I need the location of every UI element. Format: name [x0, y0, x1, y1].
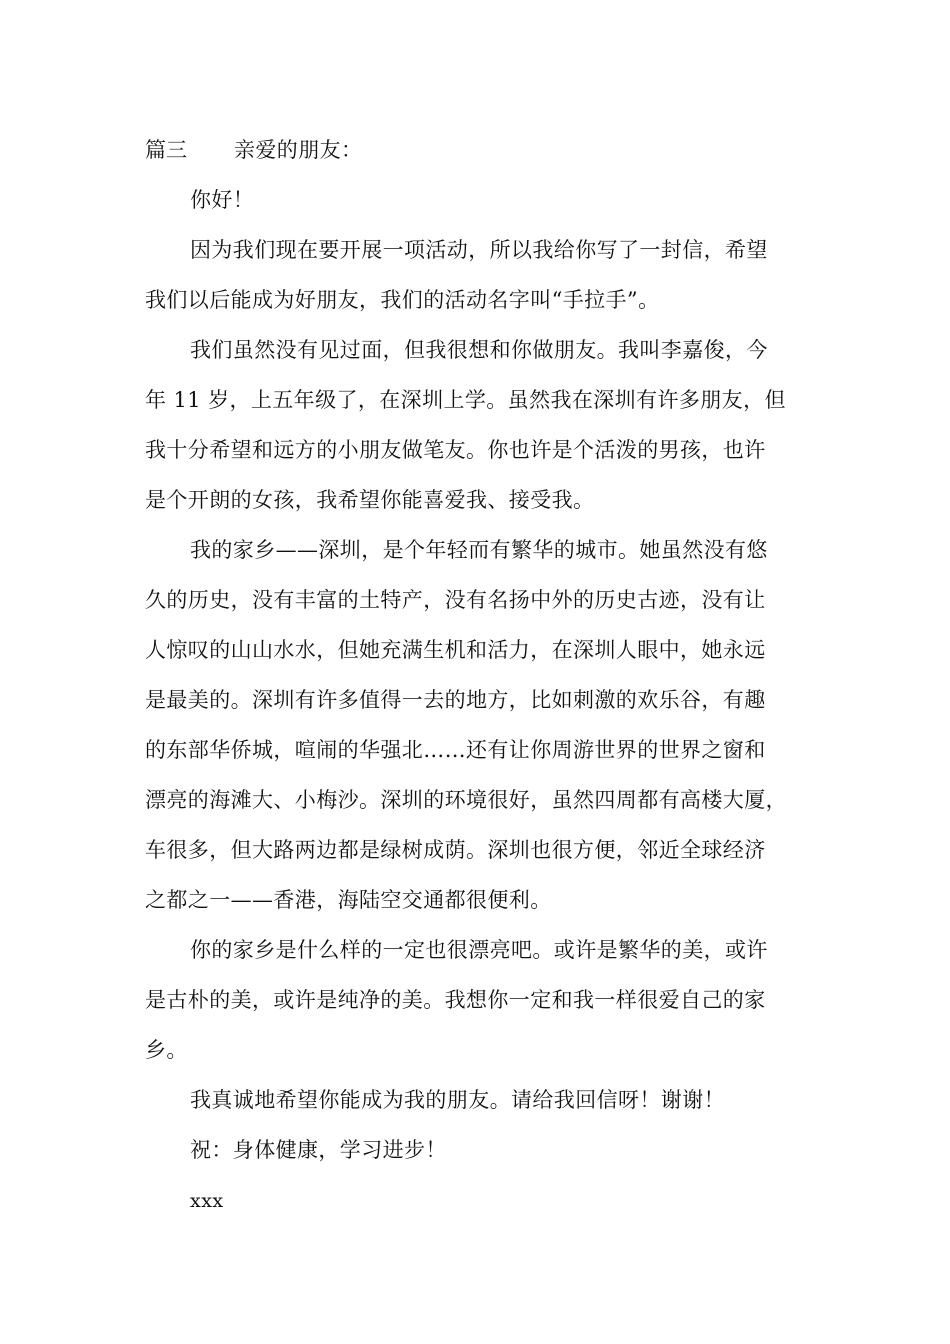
paragraph-line: 是最美的。深圳有许多值得一去的地方，比如刺激的欢乐谷，有趣 — [145, 688, 766, 712]
closing-line: 我真诚地希望你能成为我的朋友。请给我回信呀！谢谢！ — [190, 1088, 725, 1112]
paragraph-line: 乡。 — [145, 1038, 188, 1062]
paragraph-line: 我们以后能成为好朋友，我们的活动名字叫“手拉手”。 — [145, 288, 660, 312]
paragraph-line: 的东部华侨城，喧闹的华强北……还有让你周游世界的世界之窗和 — [145, 738, 766, 762]
paragraph-line: 我十分希望和远方的小朋友做笔友。你也许是个活泼的男孩，也许 — [145, 438, 766, 462]
greeting: 你好！ — [190, 188, 255, 212]
paragraph-line: 我的家乡——深圳，是个年轻而有繁华的城市。她虽然没有悠 — [190, 538, 768, 562]
signature: xxx — [190, 1190, 224, 1212]
paragraph-line: 是个开朗的女孩，我希望你能喜爱我、接受我。 — [145, 488, 595, 512]
blessing-line: 祝：身体健康，学习进步！ — [190, 1138, 447, 1162]
paragraph-line: 因为我们现在要开展一项活动，所以我给你写了一封信，希望 — [190, 238, 768, 262]
paragraph-line: 之都之一——香港，海陆空交通都很便利。 — [145, 888, 552, 912]
paragraph-line: 我们虽然没有见过面，但我很想和你做朋友。我叫李嘉俊，今 — [190, 338, 768, 362]
paragraph-line: 是古朴的美，或许是纯净的美。我想你一定和我一样很爱自己的家 — [145, 988, 766, 1012]
paragraph-line: 人惊叹的山山水水，但她充满生机和活力，在深圳人眼中，她永远 — [145, 638, 766, 662]
paragraph-line: 你的家乡是什么样的一定也很漂亮吧。或许是繁华的美，或许 — [190, 938, 768, 962]
paragraph-line: 年 11 岁，上五年级了，在深圳上学。虽然我在深圳有许多朋友，但 — [145, 388, 786, 412]
paragraph-line: 车很多，但大路两边都是绿树成荫。深圳也很方便，邻近全球经济 — [145, 838, 766, 862]
paragraph-line: 漂亮的海滩大、小梅沙。深圳的环境很好，虽然四周都有高楼大厦， — [145, 788, 787, 812]
salutation: 亲爱的朋友： — [234, 138, 363, 162]
paragraph-line: 久的历史，没有丰富的土特产，没有名扬中外的历史古迹，没有让 — [145, 588, 766, 612]
letter-number: 篇三 — [145, 138, 187, 162]
